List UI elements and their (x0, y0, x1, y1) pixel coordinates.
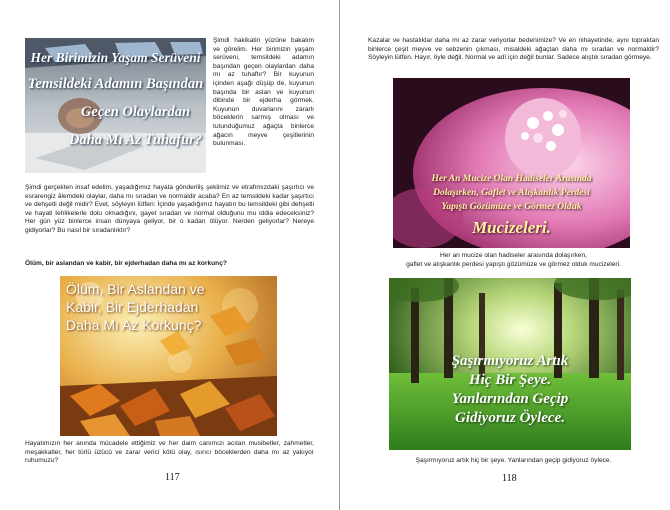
side-paragraph: Şimdi hakikatin yüzüne bakalım ve görelim. Her birimizin yaşam serüveni, temsildeki adamın başından geçen olaylardan daha mı az tuhaftır? Bir kuyunun içinden aşağı düşüp de, kuyunun başında bir aslan ve kuyunun dibinde bir ejderha görmek. Kuyunun duvarlarını zararlı böceklerin sarmış olması ve tutunduğumuz ağaçta binlerce ağacın meyve çeşitlerinin bulunması. (213, 37, 314, 148)
top-paragraph: Kazalar ve hastalıklar daha mı az zarar veriyorlar bedenimize? Ve en nihayetinde, aynı topraktan binlerce çeşit meyve ve sebzenin çıkması, misaldeki ağaçtan daha mı sıradan ve normaldir? Söyleyin lütfen. Hayır, öyle değil. Normal ve adî için değil bunlar. Sadece alıştık sıradan görmeye. (368, 37, 659, 62)
autumn-caption-line-2: Kabir, Bir Ejderhadan (66, 299, 199, 315)
right-page (340, 0, 670, 510)
showroom-caption-line-1: Her Birimizin Yaşam Serüveni (30, 50, 201, 65)
showroom-caption-line-2: Temsildeki Adamın Başından (27, 76, 204, 92)
flower-caption-line-3: Yapıştı Gözümüze ve Görmez Olduk (441, 202, 582, 212)
middle-caption (368, 252, 659, 269)
flower-image (393, 78, 630, 248)
bold-question: Ölüm, bir aslandan ve kabir, bir ejderhadan daha mı az korkunç? (25, 260, 227, 267)
showroom-caption-line-4: Daha Mı Az Tuhaftır? (68, 132, 203, 148)
showroom-caption-line-3: Geçen Olaylardan (80, 104, 191, 120)
bottom-caption: Şaşırmıyoruz artık hiç bir şeye. Yanlarından geçip gidiyoruz öylece. (415, 457, 612, 464)
page-number-right: 118 (502, 473, 517, 484)
autumn-caption-line-3: Daha Mı Az Korkunç? (66, 317, 202, 333)
middle-caption-line-1: Her an mucize olan hadiseler arasında dolaşırken, (440, 252, 587, 259)
forest-image (389, 278, 631, 450)
autumn-leaves-image (60, 276, 277, 436)
flower-caption-line-2: Dolaşırken, Gaflet ve Alışkanlık Perdesi (433, 188, 590, 198)
forest-caption (389, 352, 631, 428)
autumn-caption (66, 280, 205, 334)
autumn-caption-line-1: Ölüm, Bir Aslandan ve (66, 281, 205, 297)
flower-caption-line-4: Mucizeleri. (472, 218, 551, 237)
forest-caption-line-3: Yanlarından Geçip (451, 391, 569, 407)
forest-caption-line-4: Gidiyoruz Öylece. (455, 410, 565, 426)
showroom-image (25, 38, 206, 173)
forest-caption-line-2: Hiç Bir Şeye. (468, 372, 552, 388)
forest-caption-line-1: Şaşırmıyoruz Artık (451, 353, 569, 369)
flower-caption-line-1: Her An Mucize Olan Hadiseler Arasında (431, 174, 592, 184)
bottom-paragraph: Hayatımızın her anında mücadele ettiğimiz ve her daim canımızı acıtan musibetler, zahmetler, meşakkatler, her türlü üzücü ve zarar verici kötü olay, ısırıcı böceklerden daha mı az yakıyor ruhumuzu? (25, 440, 314, 465)
middle-caption-line-2: gaflet ve alışkanlık perdesi yapıştı gözümüze ve görmez olduk mucizeleri. (406, 260, 621, 268)
main-paragraph: Şimdi gerçekten insaf edelim, yaşadığımız hayata gönderiliş şeklimiz ve etrafımızdaki şaşırtıcı ve esrarengiz âlemdeki olaylar, daha mı sıradan ve normaldir acaba? En az temsildeki kadar şaşırtıcı ve dehşetli değil midir? Evet, söyleyin lütfen: İçinde yaşadığımız hayatın bu temsildeki gibi dehşetli ve hayati tehlikelerle dolu olmadığını, gayet sıradan ve normal olduğunu mu iddia edeceksiniz? Her gün yüz binlerce insan dünyaya geliyor, bir o kadarı ölüyor. Nerden geliyorlar? Nereye gidiyorlar? Bu nasıl bir sıradanlıktır? (25, 184, 314, 234)
page-number-left: 117 (165, 472, 180, 483)
